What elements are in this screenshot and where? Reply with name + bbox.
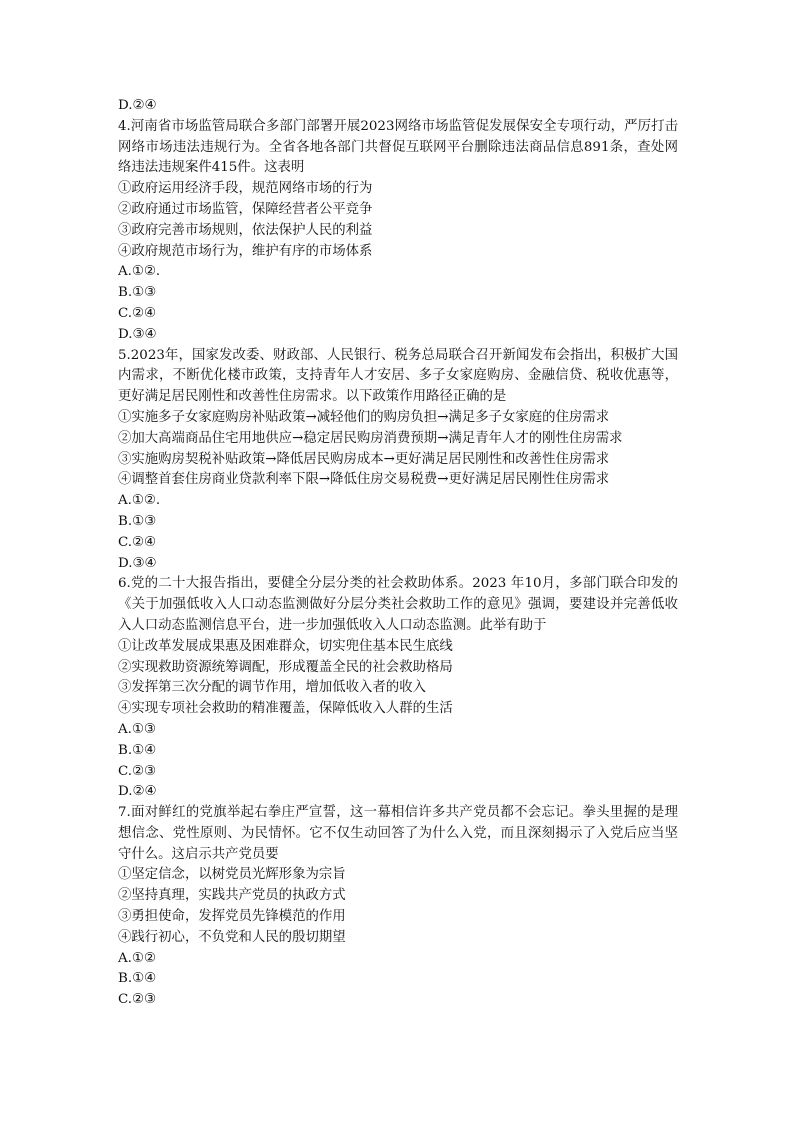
question-5	[118, 346, 678, 575]
answer-choice: C.②④	[118, 534, 157, 550]
answer-choice: B.①③	[118, 513, 157, 529]
statement-item: ③实施购房契税补贴政策→降低居民购房成本→更好满足居民刚性和改善性住房需求	[118, 451, 610, 467]
statement-item: ②实现救助资源统筹调配，形成覆盖全民的社会救助格局	[118, 659, 453, 675]
answer-choice: B.①④	[118, 742, 157, 758]
statement-item: ①坚定信念，以树党员光辉形象为宗旨	[118, 867, 346, 883]
answer-choice: B.①④	[118, 971, 157, 987]
statement-item: ③勇担使命，发挥党员先锋模范的作用	[118, 909, 346, 925]
question-6	[118, 574, 678, 803]
statement-item: ④政府规范市场行为，维护有序的市场体系	[118, 243, 373, 259]
statement-item: ①让改革发展成果惠及困难群众，切实兜住基本民生底线	[118, 638, 453, 654]
question-stem: 6.党的二十大报告指出，要健全分层分类的社会救助体系。2023 年10月，多部门联合印发的《关于加强低收入人口动态监测做好分层分类社会救助工作的意见》强调，要建设并完善低收入人口动态监测信息平台，进一步加强低收入人口动态监测。此举有助于	[118, 576, 678, 633]
question-list	[118, 117, 678, 1011]
answer-choice: D.③④	[118, 326, 157, 342]
previous-answer-option: D.②④	[118, 98, 157, 113]
answer-choice: A.①②.	[118, 264, 161, 280]
question-7	[118, 803, 678, 1011]
statement-item: ③政府完善市场规则，依法保护人民的利益	[118, 222, 373, 238]
question-stem: 7.面对鲜红的党旗举起右拳庄严宣誓，这一幕相信许多共产党员都不会忘记。拳头里握的是理想信念、党性原则、为民情怀。它不仅生动回答了为什么入党，而且深刻揭示了入党后应当坚守什么。这启示共产党员要	[118, 805, 678, 862]
statement-item: ③发挥第三次分配的调节作用，增加低收入者的收入	[118, 680, 426, 696]
statement-item: ④调整首套住房商业贷款利率下限→降低住房交易税费→更好满足居民刚性住房需求	[118, 472, 610, 488]
question-stem: 5.2023年，国家发改委、财政部、人民银行、税务总局联合召开新闻发布会指出，积极扩大国内需求，不断优化楼市政策，支持青年人才安居、多子女家庭购房、金融信贷、税收优惠等，更好满足居民刚性和改善性住房需求。以下政策作用路径正确的是	[118, 347, 678, 405]
page-content	[118, 96, 678, 1011]
answer-choice: A.①②	[118, 950, 156, 966]
statement-item: ②坚持真理，实践共产党员的执政方式	[118, 888, 346, 904]
statement-item: ①实施多子女家庭购房补贴政策→减轻他们的购房负担→满足多子女家庭的住房需求	[118, 409, 610, 425]
statement-item: ②加大高端商品住宅用地供应→稳定居民购房消费预期→满足青年人才的刚性住房需求	[118, 430, 623, 446]
answer-choice: A.①③	[118, 721, 156, 737]
answer-choice: A.①②.	[118, 493, 161, 509]
answer-choice: B.①③	[118, 285, 157, 301]
statement-item: ④实现专项社会救助的精准覆盖，保障低收入人群的生活	[118, 701, 453, 717]
statement-item: ④践行初心，不负党和人民的殷切期望	[118, 929, 346, 945]
answer-choice: C.②③	[118, 992, 157, 1008]
statement-item: ①政府运用经济手段，规范网络市场的行为	[118, 181, 373, 197]
answer-choice: C.②④	[118, 305, 157, 321]
answer-choice: D.②④	[118, 784, 157, 800]
answer-choice: C.②③	[118, 763, 157, 779]
question-stem: 4.河南省市场监管局联合多部门部署开展2023网络市场监管促发展保安全专项行动，严厉打击网络市场违法违规行为。全省各地各部门共督促互联网平台删除违法商品信息891条，查处网络违法违规案件415件。这表明	[118, 118, 678, 176]
answer-choice: D.③④	[118, 555, 157, 571]
question-4	[118, 117, 678, 346]
statement-item: ②政府通过市场监管，保障经营者公平竞争	[118, 201, 373, 217]
